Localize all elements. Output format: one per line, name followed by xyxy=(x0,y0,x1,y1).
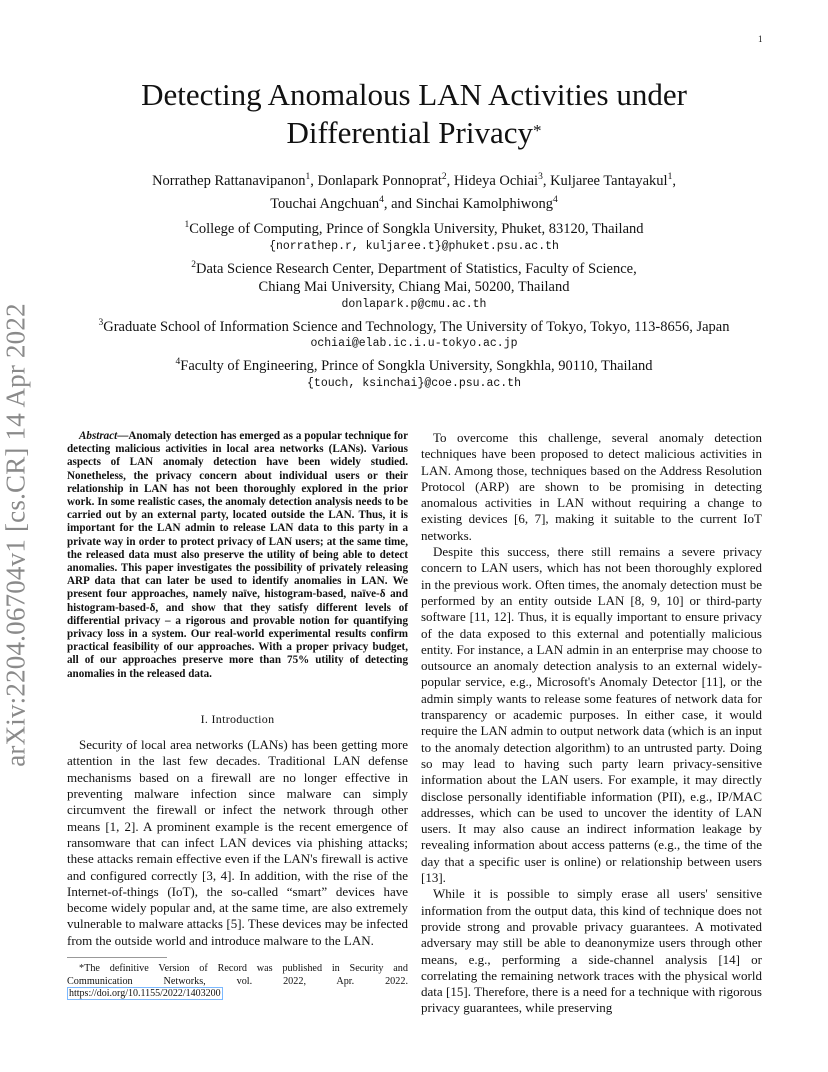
author: Donlapark Ponnoprat$^2$, xyxy=(317,172,454,189)
title-line-2: Differential Privacy* xyxy=(286,115,542,150)
author: Norrathep Rattanavipanon$^1$, xyxy=(152,172,318,189)
abstract-text: —Anomaly detection has emerged as a popular technique for detecting malicious activities in local area networks (LANs). Various aspects of LAN anomaly detection have been widely studied. Nonetheless, the privacy concern about individual users or their relationship in LAN has not been thoroughly explored in the prior work. In some realistic cases, the anomaly detection analysis needs to be carried out by an external party, located outside the LAN. Thus, it is important for the LAN admin to release LAN data to this party in a private way in order to protect privacy of LAN users; at the same time, the released data must also preserve the utility of being able to detect anomalies. This paper investigates the possibility of privately releasing ARP data that can later be used to identify anomalies in LAN. We present four approaches, namely naïve, histogram-based, naïve-δ and histogram-based-δ, and show that they satisfy different levels of differential privacy – a rigorous and provable notion for quantifying privacy loss in a system. Our real-world experimental results confirm practical feasibility of our approaches. With a proper privacy budget, all of our approaches preserve more than 75% utility of detecting anomalies in the released data. xyxy=(67,430,408,680)
body-paragraph: While it is possible to simply erase all users' sensitive information from the output data, this kind of technique does not provide strong and provable privacy guarantees. A motivated adversary may still be able to deanonymize users through other means, e.g., performing a side-channel analysis [14] or correlating the remaining network traces with the physical world data [15]. Therefore, there is a need for a technique with rigorous privacy guarantees, while preserving xyxy=(421,886,762,1016)
author: Touchai Angchuan$^4$, and xyxy=(270,194,416,212)
affiliation-4-email: {touch, ksinchai}@coe.psu.ac.th xyxy=(307,377,521,391)
affiliation-3-email: ochiai@elab.ic.i.u-tokyo.ac.jp xyxy=(310,337,518,351)
affiliation-3: $^3$Graduate School of Information Science and Technology, The University of Tokyo, Tokyo, 113-8656, Japan xyxy=(98,317,730,335)
author: Sinchai Kamolphiwong$^4$ xyxy=(415,194,558,212)
title-line-1: Detecting Anomalous LAN Activities under xyxy=(141,77,687,112)
arxiv-identifier: arXiv:2204.06704v1 [cs.CR] 14 Apr 2022 xyxy=(0,303,31,767)
affiliation-4: $^4$Faculty of Engineering, Prince of Songkla University, Songkhla, 90110, Thailand xyxy=(175,357,653,375)
paper-title xyxy=(78,76,750,152)
author: Hideya Ochiai$^3$, xyxy=(453,172,551,189)
footnote: *The definitive Version of Record was published in Security and Communication Networks, vol. 2022, Apr. 2022. https://doi.org/10.1155/2022/1403200 xyxy=(67,963,408,1000)
affiliation-list xyxy=(60,216,768,393)
right-column xyxy=(421,430,762,1017)
body-paragraph: To overcome this challenge, several anomaly detection techniques have been proposed to detect malicious activities in LAN. Among those, techniques based on the Address Resolution Protocol (ARP) are shown to be promising in detecting anomalous activities in LAN without requiring a change to existing devices [6, 7], making it suitable to the current IoT networks. xyxy=(421,430,762,543)
affiliation-2-line2: Chiang Mai University, Chiang Mai, 50200, Thailand xyxy=(258,278,570,295)
section-heading: I. Introduction xyxy=(200,711,275,726)
left-column xyxy=(67,430,408,1001)
affiliation-2-email: donlapark.p@cmu.ac.th xyxy=(341,297,487,311)
abstract xyxy=(67,430,408,681)
page-number: 1 xyxy=(758,34,763,44)
author: Kuljaree Tantayakul$^1$, xyxy=(550,172,676,189)
affiliation-1-email: {norrathep.r, kuljaree.t}@phuket.psu.ac.th xyxy=(269,239,559,253)
affiliation-1: $^1$College of Computing, Prince of Songkla University, Phuket, 83120, Thailand xyxy=(184,220,644,237)
body-paragraph: Despite this success, there still remains a severe privacy concern to LAN users, which has not been thoroughly explored in the previous work. Often times, the anomaly detection must be performed by an entity outside LAN [8, 9, 10] or third-party software [11, 12]. Thus, it is equally important to ensure privacy of the data exposed to this external and potentially malicious entity. For instance, a LAN admin in an enterprise may choose to outsource an anomaly detection analysis to an external widely-popular service, e.g., Microsoft's Anomaly Detector [11], or the admin simply wants to release some features of network data for transparency or academic purposes. In either case, it would require the LAN admin to output network data (which is an input to the anomaly detection algorithm) to an untrusted party. Doing so may lead to having such party learn privacy-sensitive information about the LAN users. For example, it may directly disclose personally identifiable information (PII), e.g., IP/MAC addresses, which can be used to uncover the identity of LAN users. It may also cause an indirect information leakage by revealing information about access patterns (e.g., the time of the day that a specific user is online) or relationship between users [13]. xyxy=(421,544,762,886)
doi-link[interactable]: https://doi.org/10.1155/2022/1403200 xyxy=(69,988,221,1000)
affiliation-2: $^2$Data Science Research Center, Department of Statistics, Faculty of Science, xyxy=(191,259,637,277)
title-footnote-mark: * xyxy=(532,121,542,140)
footnote-rule xyxy=(67,957,167,958)
intro-paragraph: Security of local area networks (LANs) has been getting more attention in the last few decades. Traditional LAN defense mechanisms based on a firewall are no longer effective in preventing malware infection since malware can simply circumvent the firewall or infect the network through other means [1, 2]. A prominent example is the recent emergence of ransomware that can infect LAN devices via phishing attacks; these attacks remain effective even if the LAN's firewall is active and configured correctly [3, 4]. In addition, with the rise of the Internet-of-things (IoT), the so-called “smart” devices have become widely popular and, at the same time, are also extremely vulnerable to malware attacks [5]. These devices may be infected from the outside world and introduce malware to the LAN. xyxy=(67,737,408,948)
author-list xyxy=(78,168,750,214)
abstract-label: Abstract xyxy=(79,430,118,442)
